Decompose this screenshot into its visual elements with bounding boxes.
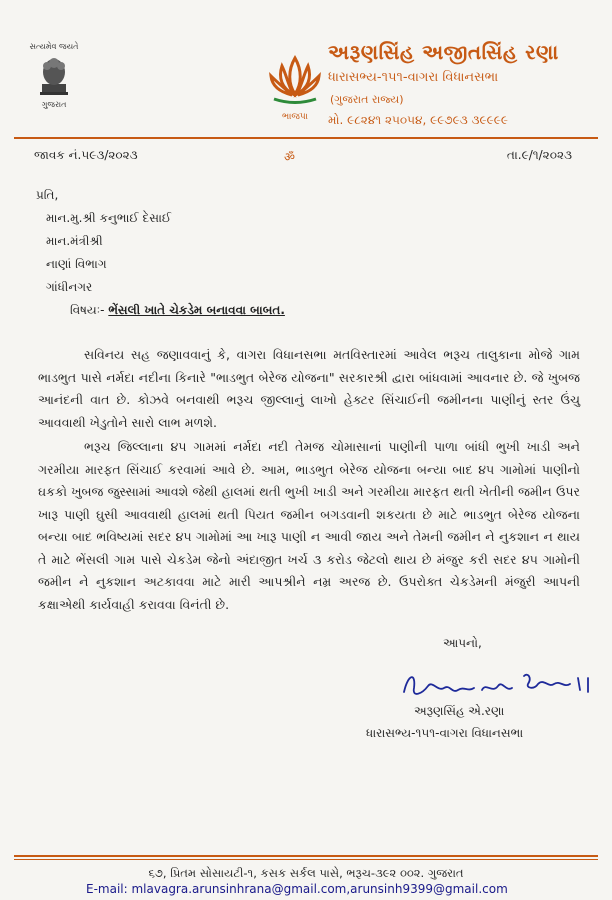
recipient-city: ગાંધીનગર <box>46 280 93 294</box>
footer-divider-thin <box>14 859 598 860</box>
recipient-post: માન.મંત્રીશ્રી <box>46 234 103 248</box>
subject-line <box>70 303 285 318</box>
footer-address: ૬૭, પ્રિતમ સોસાયટી-૧, કસક સર્કલ પાસે, ભરૂચ-૩૯૨ ૦૦૨. ગુજરાત <box>148 866 464 880</box>
party-caption: ભાજપા <box>282 112 308 122</box>
body-paragraph-2 <box>38 436 580 616</box>
signatory-title: ધારાસભ્ય-૧૫૧-વાગરા વિધાનસભા <box>366 726 524 740</box>
letter-date: તા.૯/૧/૨૦૨૩ <box>506 148 572 162</box>
handwritten-signature <box>398 664 598 704</box>
state-emblem <box>28 42 80 110</box>
footer-divider <box>14 855 598 857</box>
body-paragraph-1 <box>38 344 580 434</box>
state-label: (ગુજરાત રાજ્ય) <box>330 93 404 106</box>
subject-label: વિષયઃ- <box>70 303 105 317</box>
recipient-salutation: પ્રતિ, <box>36 188 59 202</box>
recipient-block <box>36 184 171 299</box>
recipient-name: માન.મુ.શ્રી કનુભાઈ દેસાઈ <box>46 211 172 225</box>
om-symbol: ॐ <box>284 150 295 164</box>
paragraph-1-text: સવિનય સહ જણાવવાનું કે, વાગરા વિધાનસભા મતવિસ્તારમાં આવેલ ભરૂચ તાલુકાના મોજે ગામ ભાડભુત પાસે નર્મદા નદીના કિનારે "ભાડભુત બેરેજ યોજના" સરકારશ્રી દ્વારા બાંધવામાં આવનાર છે. જે ખુબજ આનંદની વાત છે. કોઝવે બનવાથી ભરૂચ જીલ્લાનું લાખો હેક્ટર સિંચાઈની જમીનના પાણીનું સ્તર ઉંચુ આવવાથી ખેડુતોને સારો લાભ મળશે. <box>38 347 580 430</box>
subject-text: ભેંસલી ખાતે ચેકડેમ બનાવવા બાબત. <box>108 303 285 317</box>
footer-email: E-mail: mlavagra.arunsinhrana@gmail.com,arunsinh9399@gmail.com <box>86 882 508 896</box>
outward-number: જાવક નં.૫૯૩/૨૦૨૩ <box>34 148 138 162</box>
emblem-bottom-caption: ગુજરાત <box>41 100 67 109</box>
header-divider <box>14 137 598 139</box>
mla-designation: ધારાસભ્ય-૧૫૧-વાગરા વિધાનસભા <box>328 70 499 85</box>
recipient-department: નાણાં વિભાગ <box>46 257 107 271</box>
party-logo <box>262 52 328 122</box>
paragraph-2-text: ભરૂચ જિલ્લાના ૪૫ ગામમાં નર્મદા નદી તેમજ ચોમાસાનાં પાણીની પાળા બાંધી ભુખી ખાડી અને ગરમીયા મારફત સિંચાઈ કરવામાં આવે છે. આમ, ભાડભુત બેરેજ યોજના બન્યા બાદ ૪૫ ગામોમાં પાણીનો ઘકકો ખુબજ જુસ્સામાં આવશે જેથી હાલમાં થતી ભુખી ખાડી અને ગરમીયા મારફત થતી ખેતીની જમીન ઉપર ખારૂ પાણી ઘુસી આવવાથી હાલમાં થતી પિયત જમીન બગડવાની શકયતા છે માટે ભાડભુત બેરેજ યોજના બન્યા બાદ ભવિષ્યમાં સદર ૪૫ ગામોમાં આ ખારૂ પાણી ન આવી જાય અને તેમની જમીન ને નુકશાન ન થાય તે માટે ભેંસલી ગામ પાસે ચેકડેમ જેનો અંદાજીત ખર્ચ ૩ કરોડ જેટલો થાય છે મંજુર કરી સદર ૪૫ ગામોની જમીન ને નુકશાન અટકાવવા માટે મારી આપશ્રીને નમ્ર અરજ છે. ઉપરોક્ત ચેકડેમની મંજુરી આપની કક્ષાએથી કાર્યવાહી કરાવવા વિનંતી છે. <box>38 439 580 612</box>
letterhead-header <box>328 40 598 128</box>
phone-numbers: મો. ૯૮૨૪૧ ૨૫૦૫૪, ૯૯૭૯૩ ૩૯૯૯૯ <box>328 113 508 127</box>
closing-text: આપનો, <box>443 636 482 650</box>
emblem-top-caption: સત્યમેવ જયતે <box>29 42 79 51</box>
reference-row <box>34 148 572 163</box>
lotus-icon <box>266 52 324 106</box>
signatory-name: અરૂણસિંહ એ.રણા <box>414 704 505 718</box>
ashoka-emblem-icon <box>34 54 74 98</box>
mla-name-heading: અરૂણસિંહ અજીતસિંહ રણા <box>328 40 559 64</box>
